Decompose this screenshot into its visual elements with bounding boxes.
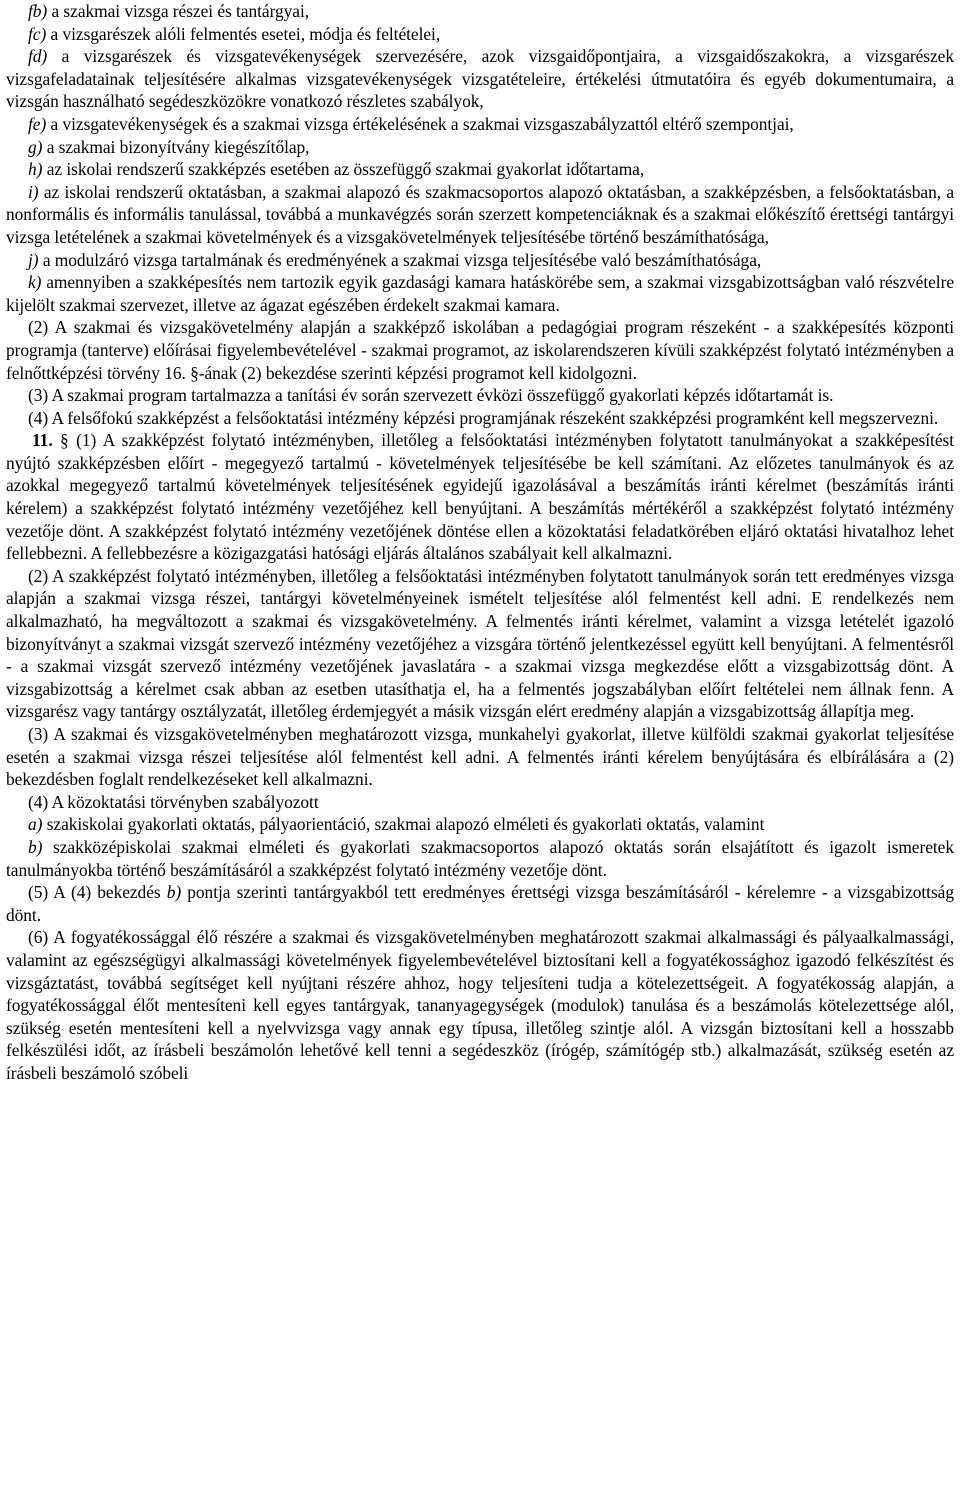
paragraph-text: (3) A szakmai és vizsgakövetelményben meghatározott vizsga, munkahelyi gyakorlat, illetve külföldi szakmai gyakorlat teljesítése esetén a szakmai vizsga részei teljesítése alól felmentést kell adni. A felmentés iránti kérelem benyújtására és elbírálására a (2) bekezdésben foglalt rendelkezéseket kell alkalmazni. [6,724,954,790]
para-11-4-a [6,813,954,836]
paragraph-text: a vizsgarészek és vizsgatevékenységek szervezésére, azok vizsgaidőpontjaira, a vizsgaidőszakokra, a vizsgarészek vizsgafeladatainak teljesítésére alkalmas vizsgatevékenységek vizsgatételeire, értékelési útmutatóira és egyéb dokumentumaira, a vizsgán használható segédeszközökre vonatkozó részletes szabályok, [6,46,954,112]
para-fc [6,23,954,46]
para-11-4-b [6,836,954,881]
para-fb [6,0,954,23]
item-marker: fb) [28,1,48,21]
item-marker: b) [28,836,43,857]
para-11-4 [6,791,954,814]
para-11-2 [6,565,954,723]
para-j [6,249,954,272]
para-11-1 [6,429,954,565]
para-11-6 [6,926,954,1084]
item-marker: fd) [28,46,48,67]
para-k [6,271,954,316]
para-10-2 [6,316,954,384]
item-marker: i) [28,181,39,202]
paragraph-text: amennyiben a szakképesítés nem tartozik egyik gazdasági kamara hatáskörébe sem, a szakmai vizsgabizottságban való részvételre kijelölt szakmai szervezet, illetve az ágazat egészében érdekelt szakmai kamara. [6,272,954,315]
para-11-3 [6,723,954,791]
item-marker: h) [28,159,43,180]
paragraph-text: (5) A (4) bekezdés [28,882,167,903]
paragraph-text: a vizsgarészek alóli felmentés esetei, módja és feltételei, [46,23,441,44]
para-fd [6,45,954,113]
paragraph-text: a modulzáró vizsga tartalmának és eredményének a szakmai vizsga teljesítésébe való beszámíthatósága, [38,249,762,270]
paragraph-text: (4) A közoktatási törvényben szabályozott [28,791,319,812]
para-h [6,158,954,181]
paragraph-text: pontja szerinti tantárgyakból tett eredményes érettségi vizsga beszámításáról - kérelemre - a vizsgabizottság dönt. [6,882,954,925]
item-marker: b) [166,882,182,903]
para-i [6,181,954,249]
paragraph-text: szakközépiskolai szakmai elméleti és gyakorlati szakmacsoportos alapozó oktatás során elsajátított és igazolt ismeretek tanulmányokba történő beszámításáról a szakképzést folytató intézmény vezetője dönt. [6,836,954,880]
paragraph-text: szakiskolai gyakorlati oktatás, pályaorientáció, szakmai alapozó elméleti és gyakorlati oktatás, valamint [42,814,765,835]
paragraph-text: (2) A szakképzést folytató intézményben, illetőleg a felsőoktatási intézményben folytatott tanulmányok során tett eredményes vizsga alapján a szakmai vizsga részei, tantárgyi követelményeinek ismételt teljesítése alól felmentést kell adni. E rendelkezés nem alkalmazható, ha megváltozott a szakmai és vizsgakövetelmény. A felmentés iránti kérelmet, valamint a vizsga letételét igazoló bizonyítványt a szakmai vizsgát szervező intézmény vezetőjéhez a vizsgára történő jelentkezéssel együtt kell benyújtani. A felmentésről - a szakmai vizsgát szervező intézmény vezetőjének javaslatára - a szakmai vizsga megkezdése előtt a vizsgabizottság dönt. A vizsgabizottság a kérelmet csak abban az esetben utasíthatja el, ha a felmentés jogszabályban előírt feltételei nem állnak fenn. A vizsgarész vagy tantárgy osztályzatát, illetőleg érdemjegyét a másik vizsgán elért eredmény alapján a vizsgabizottság állapítja meg. [6,565,954,722]
paragraph-text: § (1) A szakképzést folytató intézményben, illetőleg a felsőoktatási intézményben folytatott tanulmányokat a szakképesítést nyújtó szakképzésben előírt - megegyező tartalmú - követelmények teljesítésébe be kell számítani. Az előzetes tanulmányok és az azokkal megegyező tartalmú követelmények teljesítésének egyidejű igazolásával a beszámítás iránti kérelmet (beszámítás iránti kérelem) a szakképzést folytató intézmény vezetőjéhez kell benyújtani. A beszámítás mértékéről a szakképzést folytató intézmény vezetője dönt. A szakképzést folytató intézmény vezetőjének döntése ellen a közoktatási feladatkörében eljáró oktatási hivatalhoz lehet fellebbezni. A fellebbezésre a közigazgatási hatósági eljárás általános szabályait kell alkalmazni. [6,430,954,564]
para-10-3 [6,384,954,407]
para-g [6,136,954,159]
paragraph-text: az iskolai rendszerű szakképzés esetében az összefüggő szakmai gyakorlat időtartama, [42,159,645,180]
para-10-4 [6,407,954,430]
paragraph-text: az iskolai rendszerű oktatásban, a szakmai alapozó és szakmacsoportos alapozó oktatásban, a szakképzésben, a felsőoktatásban, a nonformális és informális tanulással, továbbá a munkavégzés során szerzett kompetenciáknak és a szakmai előkészítő érettségi tantárgyi vizsga letételének a szakmai követelmények és a vizsgakövetelmények teljesítésébe történő beszámíthatósága, [6,181,954,247]
item-marker: k) [28,272,42,293]
paragraph-text: a szakmai vizsga részei és tantárgyai, [47,1,310,21]
item-marker: fe) [28,113,47,134]
paragraph-text: (3) A szakmai program tartalmazza a tanítási év során szervezett évközi összefüggő gyakorlati képzés időtartamát is. [28,385,834,406]
paragraph-text: (4) A felsőfokú szakképzést a felsőoktatási intézmény képzési programjának részeként szakképzési programként kell megszervezni. [28,407,939,428]
paragraph-text: a szakmai bizonyítvány kiegészítőlap, [42,136,310,157]
item-marker: a) [28,814,43,835]
item-marker: g) [28,136,43,157]
item-marker: j) [28,249,39,270]
paragraph-text: (2) A szakmai és vizsgakövetelmény alapján a szakképző iskolában a pedagógiai program részeként - a szakképesítés központi programja (tanterve) előírásai figyelembevételével - szakmai programot, az iskolarendszeren kívüli szakképzést folytató intézményben a felnőttképzési törvény 16. §-ának (2) bekezdése szerinti képzési programot kell kidolgozni. [6,317,954,383]
paragraph-text: a vizsgatevékenységek és a szakmai vizsga értékelésének a szakmai vizsgaszabályzattól eltérő szempontjai, [46,113,794,134]
para-fe [6,113,954,136]
para-11-5 [6,881,954,926]
paragraph-text: (6) A fogyatékossággal élő részére a szakmai és vizsgakövetelményben meghatározott szakmai alkalmassági és pályaalkalmassági, valamint az egészségügyi alkalmassági követelmények figyelembevételével biztosítani kell a fogyatékossághoz igazodó felkészítést és vizsgáztatást, továbbá segítséget kell nyújtani részére ahhoz, hogy teljesíteni tudja a kötelezettségeit. A fogyatékosság alapján, a fogyatékossággal élőt mentesíteni kell egyes tantárgyak, tananyagegységek (modulok) tanulása és a beszámolás kötelezettsége alól, szükség esetén mentesíteni kell a nyelvvizsga vagy annak egy típusa, illetőleg szintje alól. A vizsgán biztosítani kell a hosszabb felkészülési időt, az írásbeli beszámolón lehetővé kell tenni a segédeszköz (írógép, számítógép stb.) alkalmazását, szükség esetén az írásbeli beszámoló szóbeli [6,927,954,1083]
section-number: 11. [32,430,53,451]
item-marker: fc) [28,23,47,44]
